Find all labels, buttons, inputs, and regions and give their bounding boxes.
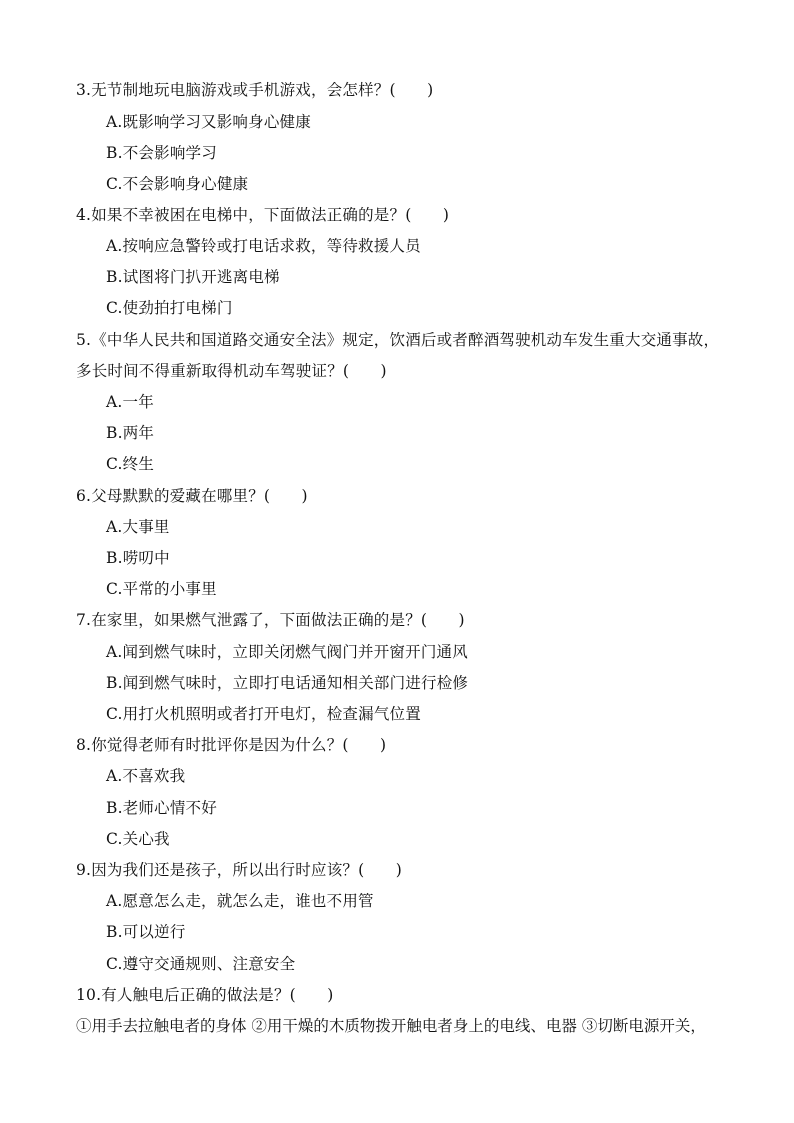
- question-7-option-a: A.闻到燃气味时，立即关闭燃气阀门并开窗开门通风: [106, 643, 468, 661]
- question-5-option-c: C.终生: [106, 455, 155, 473]
- question-9-option-c: C.遵守交通规则、注意安全: [106, 955, 296, 973]
- question-5-option-b: B.两年: [106, 424, 155, 442]
- question-7-option-c: C.用打火机照明或者打开电灯，检查漏气位置: [106, 705, 421, 723]
- question-6-option-b: B.唠叨中: [106, 549, 170, 567]
- question-6-option-c: C.平常的小事里: [106, 580, 217, 598]
- question-5-option-a: A.一年: [106, 393, 154, 411]
- question-3-option-b: B.不会影响学习: [106, 144, 217, 162]
- question-3-option-c: C.不会影响身心健康: [106, 175, 249, 193]
- question-6-option-a: A.大事里: [106, 518, 170, 536]
- question-4-option-c: C.使劲拍打电梯门: [106, 299, 233, 317]
- question-9-option-b: B.可以逆行: [106, 923, 186, 941]
- question-8-option-c: C.关心我: [106, 830, 170, 848]
- question-10-detail: ①用手去拉触电者的身体 ②用干燥的木质物拨开触电者身上的电线、电器 ③切断电源开关，: [76, 1017, 706, 1035]
- question-9: 9.因为我们还是孩子，所以出行时应该？( ): [76, 861, 402, 879]
- question-7: 7.在家里，如果燃气泄露了，下面做法正确的是？( ): [76, 611, 465, 629]
- question-8: 8.你觉得老师有时批评你是因为什么？( ): [76, 736, 387, 754]
- question-7-option-b: B.闻到燃气味时，立即打电话通知相关部门进行检修: [106, 674, 469, 692]
- question-4-option-a: A.按响应急警铃或打电话求救，等待救援人员: [106, 237, 421, 255]
- question-5-continued: 多长时间不得重新取得机动车驾驶证？( ): [76, 362, 387, 380]
- question-4: 4.如果不幸被困在电梯中，下面做法正确的是？( ): [76, 206, 450, 224]
- question-6: 6.父母默默的爱藏在哪里？( ): [76, 487, 308, 505]
- question-3: 3.无节制地玩电脑游戏或手机游戏，会怎样？( ): [76, 81, 434, 99]
- question-8-option-b: B.老师心情不好: [106, 799, 217, 817]
- question-3-option-a: A.既影响学习又影响身心健康: [106, 113, 311, 131]
- question-8-option-a: A.不喜欢我: [106, 767, 186, 785]
- question-10: 10.有人触电后正确的做法是？( ): [76, 986, 334, 1004]
- question-4-option-b: B.试图将门扒开逃离电梯: [106, 268, 280, 286]
- question-5: 5.《中华人民共和国道路交通安全法》规定，饮酒后或者醉酒驾驶机动车发生重大交通事故，: [76, 331, 720, 349]
- question-9-option-a: A.愿意怎么走，就怎么走，谁也不用管: [106, 892, 374, 910]
